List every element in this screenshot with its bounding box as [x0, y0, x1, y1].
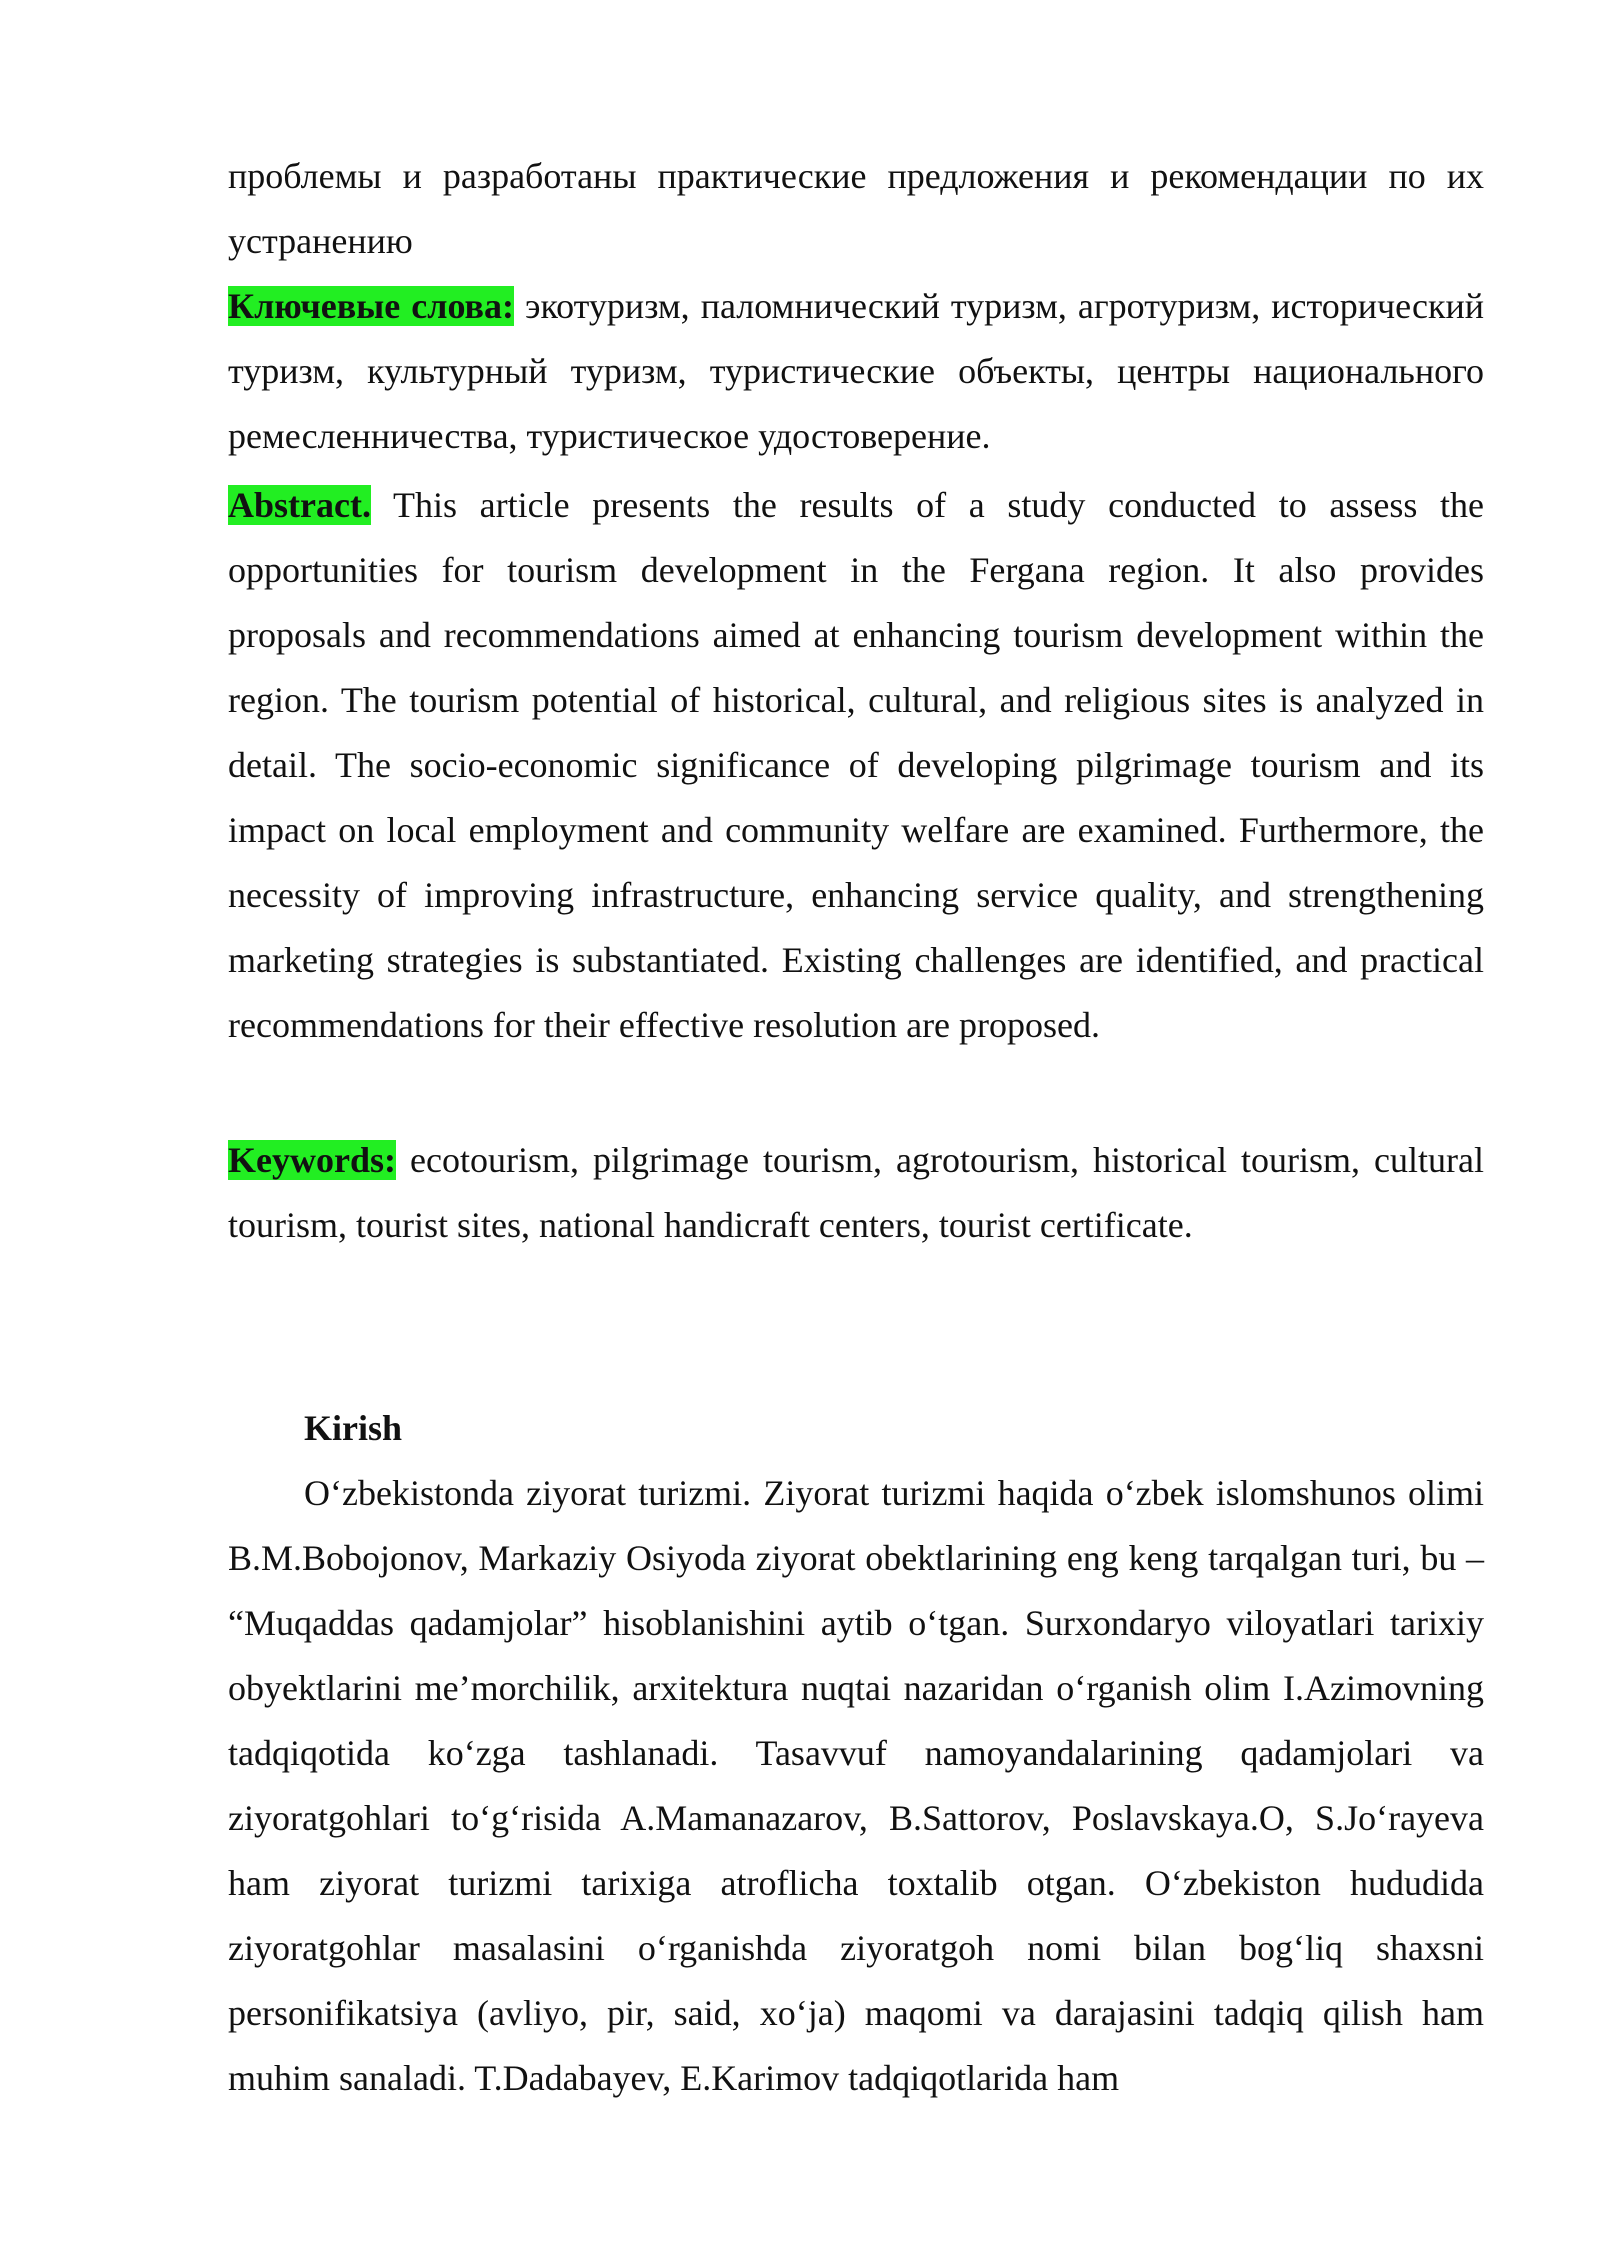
ru-keywords-text: экотуризм, паломнический туризм, агротуризм, исторический туризм, культурный туризм, туристические объекты, центры национального ремесленничества, туристическое удостоверение. — [228, 286, 1484, 456]
abstract-text: This article presents the results of a study conducted to assess the opportunities for tourism development in the Fergana region. It also provides proposals and recommendations aimed at enhancing tourism development within the region. The tourism potential of historical, cultural, and religious sites is analyzed in detail. The socio-economic significance of developing pilgrimage tourism and its impact on local employment and community welfare are examined. Furthermore, the necessity of improving infrastructure, enhancing service quality, and strengthening marketing strategies is substantiated. Existing challenges are identified, and practical recommendations for their effective resolution are proposed. — [228, 485, 1484, 1045]
ru-abstract-text: проблемы и разработаны практические предложения и рекомендации по их устранению — [228, 156, 1484, 261]
keywords-label: Keywords: — [228, 1140, 396, 1180]
ru-keywords-paragraph — [228, 274, 1484, 469]
intro-body-paragraph: O‘zbekistonda ziyorat turizmi. Ziyorat turizmi haqida o‘zbek islomshunos olimi B.M.Bobojonov, Markaziy Osiyoda ziyorat obektlarining eng keng tarqalgan turi, bu – “Muqaddas qadamjolar” hisoblanishini aytib o‘tgan. Surxondaryo viloyatlari tarixiy obyektlarini me’morchilik, arxitektura nuqtai nazaridan o‘rganish olim I.Azimovning tadqiqotida ko‘zga tashlanadi. Tasavvuf namoyandalarining qadamjolari va ziyoratgohlari to‘g‘risida A.Mamanazarov, B.Sattorov, Poslavskaya.O, S.Jo‘rayeva ham ziyorat turizmi tarixiga atroflicha toxtalib otgan. O‘zbekiston hududida ziyoratgohlar masalasini o‘rganishda ziyoratgoh nomi bilan bog‘liq shaxsni personifikatsiya (avliyo, pir, said, xo‘ja) maqomi va darajasini tadqiq qilish ham muhim sanaladi. T.Dadabayev, E.Karimov tadqiqotlarida ham — [228, 1473, 1484, 2098]
ru-keywords-label: Ключевые слова: — [228, 286, 514, 326]
section-heading: Kirish — [304, 1408, 403, 1448]
keywords-text: ecotourism, pilgrimage tourism, agrotourism, historical tourism, cultural tourism, tourist sites, national handicraft centers, tourist certificate. — [228, 1140, 1484, 1245]
abstract-label: Abstract. — [228, 485, 371, 525]
ru-abstract-continuation — [228, 144, 1484, 274]
keywords-paragraph — [228, 1128, 1484, 1258]
abstract-paragraph — [228, 473, 1484, 1058]
